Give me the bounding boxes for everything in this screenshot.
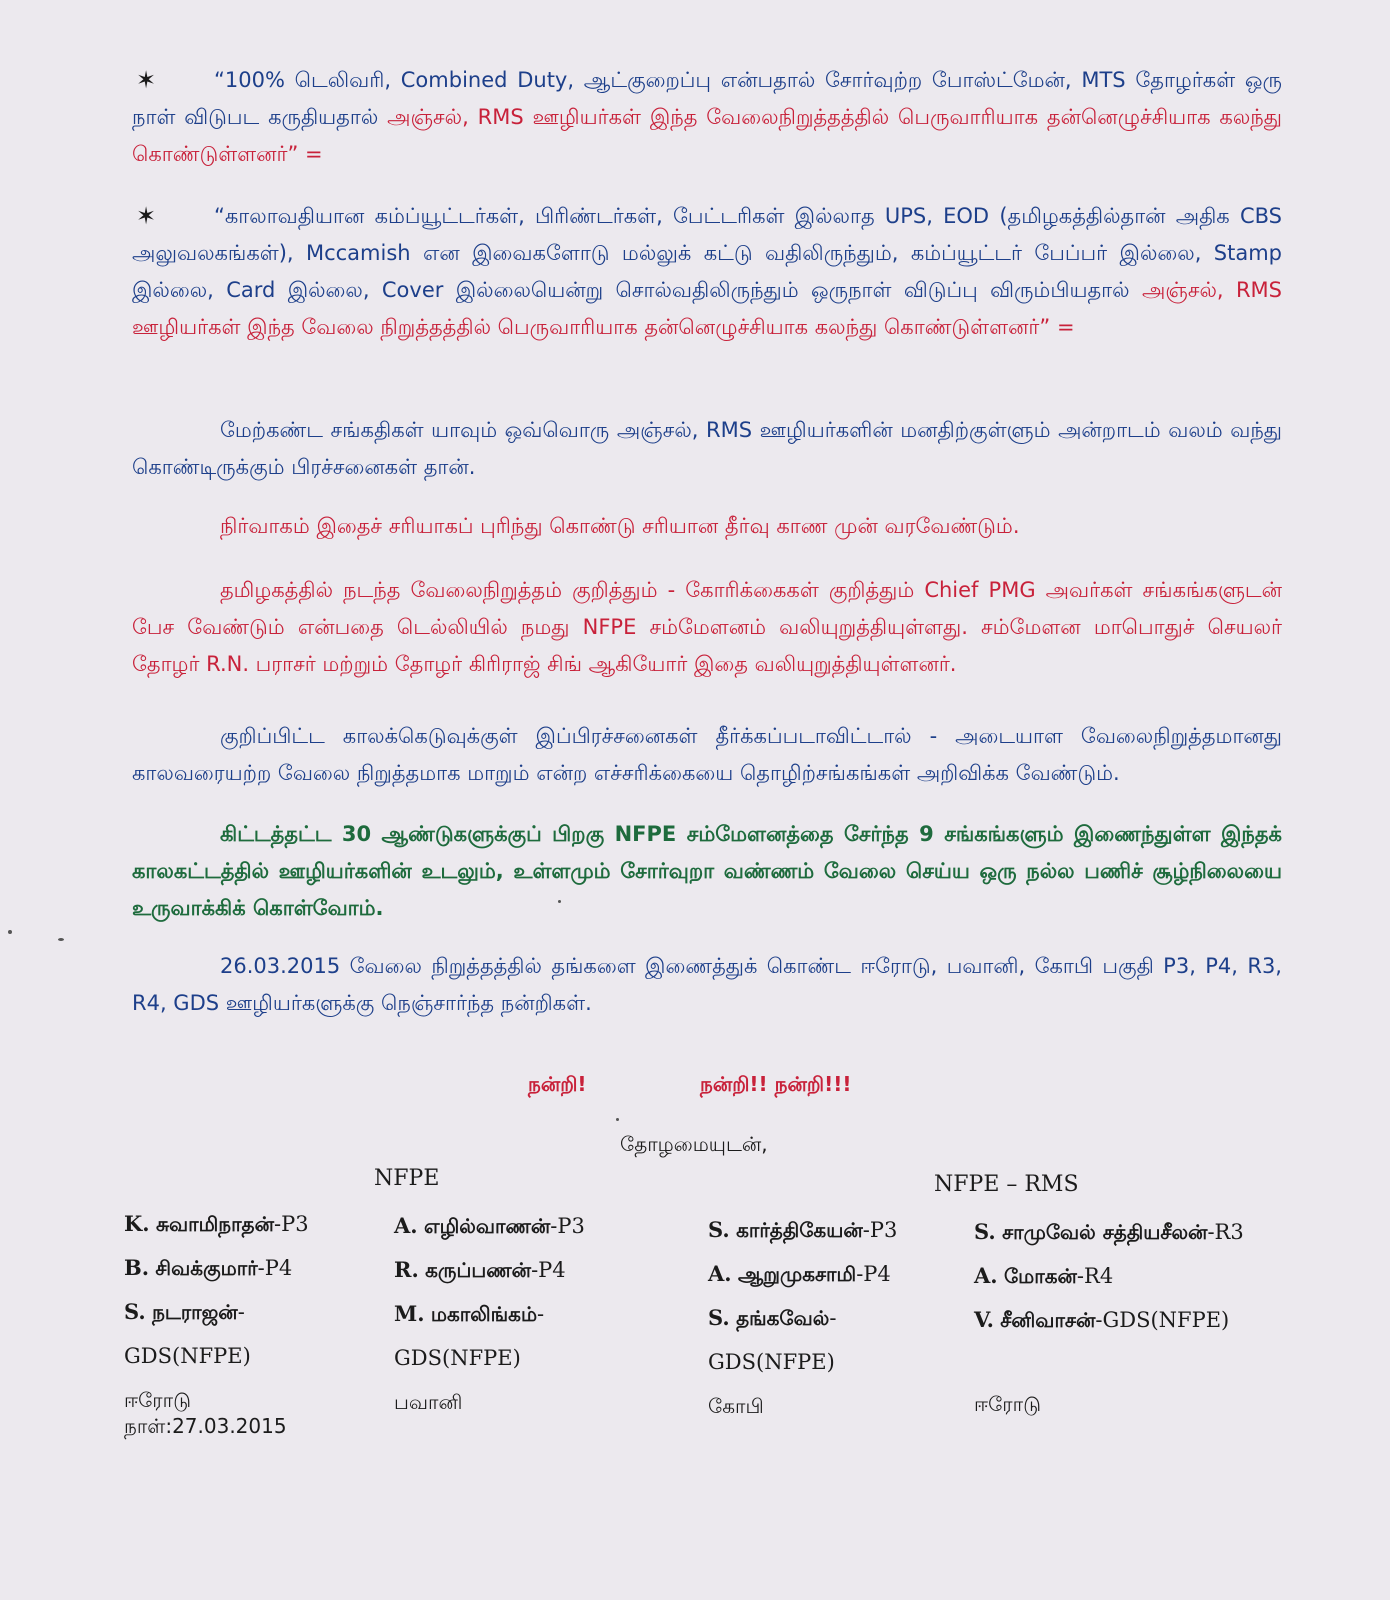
signatory bbox=[394, 1204, 585, 1248]
signatory-post-continued: GDS(NFPE) bbox=[708, 1350, 835, 1374]
signatory-initial: B. bbox=[124, 1255, 150, 1280]
signatory-place: ஈரோடு bbox=[124, 1388, 191, 1412]
signatory bbox=[708, 1296, 897, 1340]
signatory-post: -P3 bbox=[273, 1212, 309, 1236]
signatory bbox=[124, 1202, 309, 1246]
signatory-initial: A. bbox=[394, 1213, 418, 1238]
signatory-initial: S. bbox=[974, 1219, 996, 1244]
signatory-post: -GDS(NFPE) bbox=[1095, 1308, 1230, 1332]
paragraph-chief-pmg: தமிழகத்தில் நடந்த வேலைநிறுத்தம் குறித்தும் - கோரிக்கைகள் குறித்தும் Chief PMG அவர்கள் சங்கங்களுடன் பேச வேண்டும் என்பதை டெல்லியில் நமது NFPE சம்மேளனம் வலியுறுத்தியுள்ளது. சம்மேளன மாபொதுச் செயலர் தோழர் R.N. பராசர் மற்றும் தோழர் கிரிராஜ் சிங் ஆகியோர் இதை வலியுறுத்தியுள்ளனர். bbox=[132, 578, 1282, 676]
signatory-name: ஆறுமுகசாமி bbox=[737, 1262, 857, 1286]
scan-speck bbox=[558, 900, 561, 903]
signatory bbox=[974, 1210, 1244, 1254]
point-2 bbox=[132, 198, 1282, 346]
paragraph-unity: கிட்டத்தட்ட 30 ஆண்டுகளுக்குப் பிறகு NFPE சம்மேளனத்தை சேர்ந்த 9 சங்கங்களும் இணைந்துள்ள இந்தக் காலகட்டத்தில் ஊழியர்களின் உடலும், உள்ளமும் சோர்வுறா வண்ணம் வேலை செய்ய ஒரு நல்ல பணிச் சூழ்நிலையை உருவாக்கிக் கொள்வோம். bbox=[132, 822, 1282, 920]
point-1 bbox=[132, 62, 1282, 173]
paragraph-administration: நிர்வாகம் இதைச் சரியாகப் புரிந்து கொண்டு சரியான தீர்வு காண முன் வரவேண்டும். bbox=[220, 514, 1020, 538]
signatory-initial: S. bbox=[708, 1217, 730, 1242]
point-2-text: “காலாவதியான கம்ப்யூட்டர்கள், பிரிண்டர்கள், பேட்டரிகள் இல்லாத UPS, EOD (தமிழகத்தில்தான் அதிக CBS அலுவலகங்கள்), Mccamish என இவைகளோடு மல்லுக் கட்டு வதிலிருந்தும், கம்ப்யூட்டர் பேப்பர் இல்லை, Stamp இல்லை, Card இல்லை, Cover இல்லையென்று சொல்வதிலிருந்தும் ஒருநாள் விடுப்பு விரும்பியதால் bbox=[132, 204, 1282, 302]
signatory-post: -P4 bbox=[257, 1256, 293, 1280]
signatory bbox=[974, 1298, 1244, 1342]
point-1-highlight: அஞ்சல், RMS ஊழியர்கள் இந்த வேலைநிறுத்தத்தில் பெருவாரியாக தன்னெழுச்சியாக கலந்து கொண்டுள்ளனர்” = bbox=[132, 105, 1282, 166]
signatory-place: ஈரோடு bbox=[974, 1392, 1041, 1416]
signatory-initial: V. bbox=[974, 1307, 994, 1332]
signatory-name: சிவக்குமார் bbox=[155, 1256, 258, 1280]
letter-date: நாள்:27.03.2015 bbox=[124, 1414, 287, 1438]
scan-speck bbox=[8, 930, 12, 934]
point-2-highlight: அஞ்சல், RMS ஊழியர்கள் இந்த வேலை நிறுத்தத்தில் பெருவாரியாக தன்னெழுச்சியாக கலந்து கொண்டுள்ளனர்” = bbox=[132, 278, 1282, 339]
group-heading-nfpe-rms: NFPE – RMS bbox=[934, 1172, 1079, 1197]
signatory-initial: A. bbox=[974, 1263, 998, 1288]
signatory-place: கோபி bbox=[708, 1394, 764, 1418]
signatory-post: - bbox=[537, 1302, 545, 1326]
signatory-post-continued: GDS(NFPE) bbox=[124, 1344, 251, 1368]
paragraph-issues: மேற்கண்ட சங்கதிகள் யாவும் ஒவ்வொரு அஞ்சல், RMS ஊழியர்களின் மனதிற்குள்ளும் அன்றாடம் வலம் வந்து கொண்டிருக்கும் பிரச்சனைகள் தான். bbox=[132, 418, 1282, 479]
signatory-initial: R. bbox=[394, 1257, 419, 1282]
signatory-column-erode-rms bbox=[974, 1210, 1244, 1426]
signatory-post: -P3 bbox=[862, 1218, 898, 1242]
signatory-initial: S. bbox=[124, 1299, 146, 1324]
bullet-star-icon: ✶ bbox=[136, 202, 157, 230]
signatory-name: நடராஜன் bbox=[152, 1300, 238, 1324]
signatory bbox=[708, 1252, 897, 1296]
signatory bbox=[124, 1246, 309, 1290]
signatory-initial: A. bbox=[708, 1261, 732, 1286]
point-1-text: “100% டெலிவரி, Combined Duty, ஆட்குறைப்பு என்பதால் சோர்வுற்ற போஸ்ட்மேன், MTS தோழர்கள் ஒரு நாள் விடுபட கருதியதால் bbox=[132, 68, 1282, 129]
thanks-first: நன்றி! bbox=[528, 1072, 587, 1096]
signatory-post: -R3 bbox=[1207, 1220, 1244, 1244]
scan-speck bbox=[58, 938, 64, 941]
signatory-post: -P3 bbox=[550, 1214, 585, 1238]
signatory-post: -P4 bbox=[531, 1258, 566, 1282]
signatory-initial: S. bbox=[708, 1305, 730, 1330]
signatory-post: - bbox=[237, 1300, 245, 1324]
signatory-column-bhavani-nfpe bbox=[394, 1204, 585, 1424]
signatory-post: - bbox=[829, 1306, 837, 1330]
signatory-name: கார்த்திகேயன் bbox=[736, 1218, 863, 1242]
paragraph-warning: குறிப்பிட்ட காலக்கெடுவுக்குள் இப்பிரச்சனைகள் தீர்க்கப்படாவிட்டால் - அடையாள வேலைநிறுத்தமானது காலவரையற்ற வேலை நிறுத்தமாக மாறும் என்ற எச்சரிக்கையை தொழிற்சங்கங்கள் அறிவிக்க வேண்டும். bbox=[132, 724, 1282, 785]
signatory-name: சீனிவாசன் bbox=[1000, 1308, 1096, 1332]
group-heading-nfpe: NFPE bbox=[374, 1166, 440, 1191]
signatory bbox=[974, 1254, 1244, 1298]
signatory-post-continued: GDS(NFPE) bbox=[394, 1346, 521, 1370]
signatory-name: எழில்வாணன் bbox=[423, 1214, 551, 1238]
signatory-name: சாமுவேல் சத்தியசீலன் bbox=[1002, 1220, 1208, 1244]
signatory-name: மகாலிங்கம் bbox=[430, 1302, 538, 1326]
scan-speck bbox=[616, 1118, 619, 1121]
bullet-star-icon: ✶ bbox=[136, 66, 157, 94]
signatory bbox=[394, 1248, 585, 1292]
signatory-name: மோகன் bbox=[1003, 1264, 1077, 1288]
signatory-post: -R4 bbox=[1076, 1264, 1114, 1288]
signatory-initial: K. bbox=[124, 1211, 150, 1236]
signatory-post: -P4 bbox=[856, 1262, 891, 1286]
signatory-place: பவானி bbox=[394, 1390, 463, 1414]
thanks-second: நன்றி!! நன்றி!!! bbox=[700, 1072, 852, 1096]
signatory bbox=[394, 1292, 585, 1336]
signatory-column-gobi-nfpe bbox=[708, 1208, 897, 1428]
signatory-name: தங்கவேல் bbox=[736, 1306, 830, 1330]
spacer bbox=[974, 1342, 1244, 1382]
signatory bbox=[124, 1290, 309, 1334]
signatory bbox=[708, 1208, 897, 1252]
closing-salutation: தோழமையுடன், bbox=[620, 1132, 768, 1156]
signatory-initial: M. bbox=[394, 1301, 425, 1326]
paragraph-gratitude: 26.03.2015 வேலை நிறுத்தத்தில் தங்களை இணைத்துக் கொண்ட ஈரோடு, பவானி, கோபி பகுதி P3, P4, R3, R4, GDS ஊழியர்களுக்கு நெஞ்சார்ந்த நன்றிகள். bbox=[132, 954, 1282, 1015]
signatory-name: கருப்பணன் bbox=[425, 1258, 532, 1282]
signatory-name: சுவாமிநாதன் bbox=[155, 1212, 274, 1236]
signatory-column-erode-nfpe bbox=[124, 1202, 309, 1422]
